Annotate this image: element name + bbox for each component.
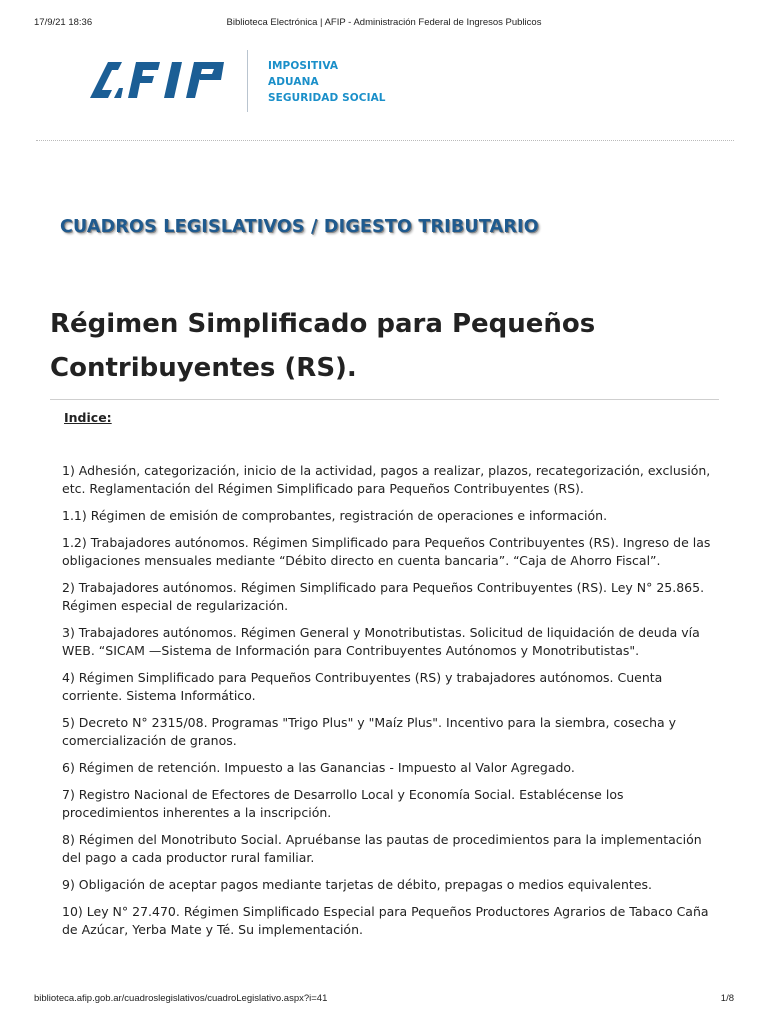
logo-divider [247, 50, 248, 112]
index-label: Indice: [64, 410, 112, 425]
index-item[interactable]: 1) Adhesión, categorización, inicio de la actividad, pagos a realizar, plazos, recategorización, exclusión, etc. Reglamentación del Régimen Simplificado para Pequeños Contribuyentes (RS). [62, 463, 711, 496]
tagline-impositiva: IMPOSITIVA [268, 60, 339, 72]
print-page-title: Biblioteca Electrónica | AFIP - Administración Federal de Ingresos Publicos [226, 17, 542, 28]
index-item[interactable]: 1.2) Trabajadores autónomos. Régimen Simplificado para Pequeños Contribuyentes (RS). Ingreso de las obligaciones mensuales mediante “Débito directo en cuenta bancaria”. “Caja de Ahorro Fiscal”. [62, 535, 711, 568]
afip-logo-icon [88, 60, 234, 100]
document-title: Régimen Simplificado para Pequeños Contribuyentes (RS). [50, 309, 596, 383]
section-title: CUADROS LEGISLATIVOS / DIGESTO TRIBUTARIO [60, 217, 539, 237]
index-list [62, 462, 718, 948]
site-header [88, 50, 388, 112]
index-item[interactable]: 2) Trabajadores autónomos. Régimen Simplificado para Pequeños Contribuyentes (RS). Ley N° 25.865. Régimen especial de regularización. [62, 580, 705, 613]
index-item[interactable]: 9) Obligación de aceptar pagos mediante tarjetas de débito, prepagas o medios equivalentes. [62, 877, 652, 892]
index-item[interactable]: 8) Régimen del Monotributo Social. Apruébanse las pautas de procedimientos para la implementación del pago a cada productor rural familiar. [62, 832, 702, 865]
print-date: 17/9/21 18:36 [34, 17, 93, 28]
tagline-seguridad-social: SEGURIDAD SOCIAL [268, 92, 386, 104]
print-header [34, 17, 734, 31]
page-number: 1/8 [720, 993, 734, 1004]
index-item[interactable]: 10) Ley N° 27.470. Régimen Simplificado Especial para Pequeños Productores Agrarios de Tabaco Caña de Azúcar, Yerba Mate y Té. Su implementación. [62, 904, 709, 937]
logo-taglines [268, 58, 386, 106]
print-footer [34, 993, 734, 1007]
index-item[interactable]: 3) Trabajadores autónomos. Régimen General y Monotributistas. Solicitud de liquidación de deuda vía WEB. “SICAM —Sistema de Información para Contribuyentes Autónomos y Monotributistas". [62, 625, 700, 658]
index-item[interactable]: 5) Decreto N° 2315/08. Programas "Trigo Plus" y "Maíz Plus". Incentivo para la siembra, cosecha y comercialización de granos. [62, 715, 677, 748]
index-item[interactable]: 6) Régimen de retención. Impuesto a las Ganancias - Impuesto al Valor Agregado. [62, 760, 575, 775]
title-divider [50, 399, 719, 400]
tagline-aduana: ADUANA [268, 76, 319, 88]
index-item[interactable]: 1.1) Régimen de emisión de comprobantes, registración de operaciones e información. [62, 508, 608, 523]
print-url: biblioteca.afip.gob.ar/cuadroslegislativos/cuadroLegislativo.aspx?i=41 [34, 993, 328, 1004]
index-item[interactable]: 4) Régimen Simplificado para Pequeños Contribuyentes (RS) y trabajadores autónomos. Cuenta corriente. Sistema Informático. [62, 670, 663, 703]
index-item[interactable]: 7) Registro Nacional de Efectores de Desarrollo Local y Economía Social. Establécense los procedimientos inherentes a la inscripción. [62, 787, 624, 820]
afip-logo[interactable] [88, 60, 234, 100]
header-divider [36, 140, 734, 141]
